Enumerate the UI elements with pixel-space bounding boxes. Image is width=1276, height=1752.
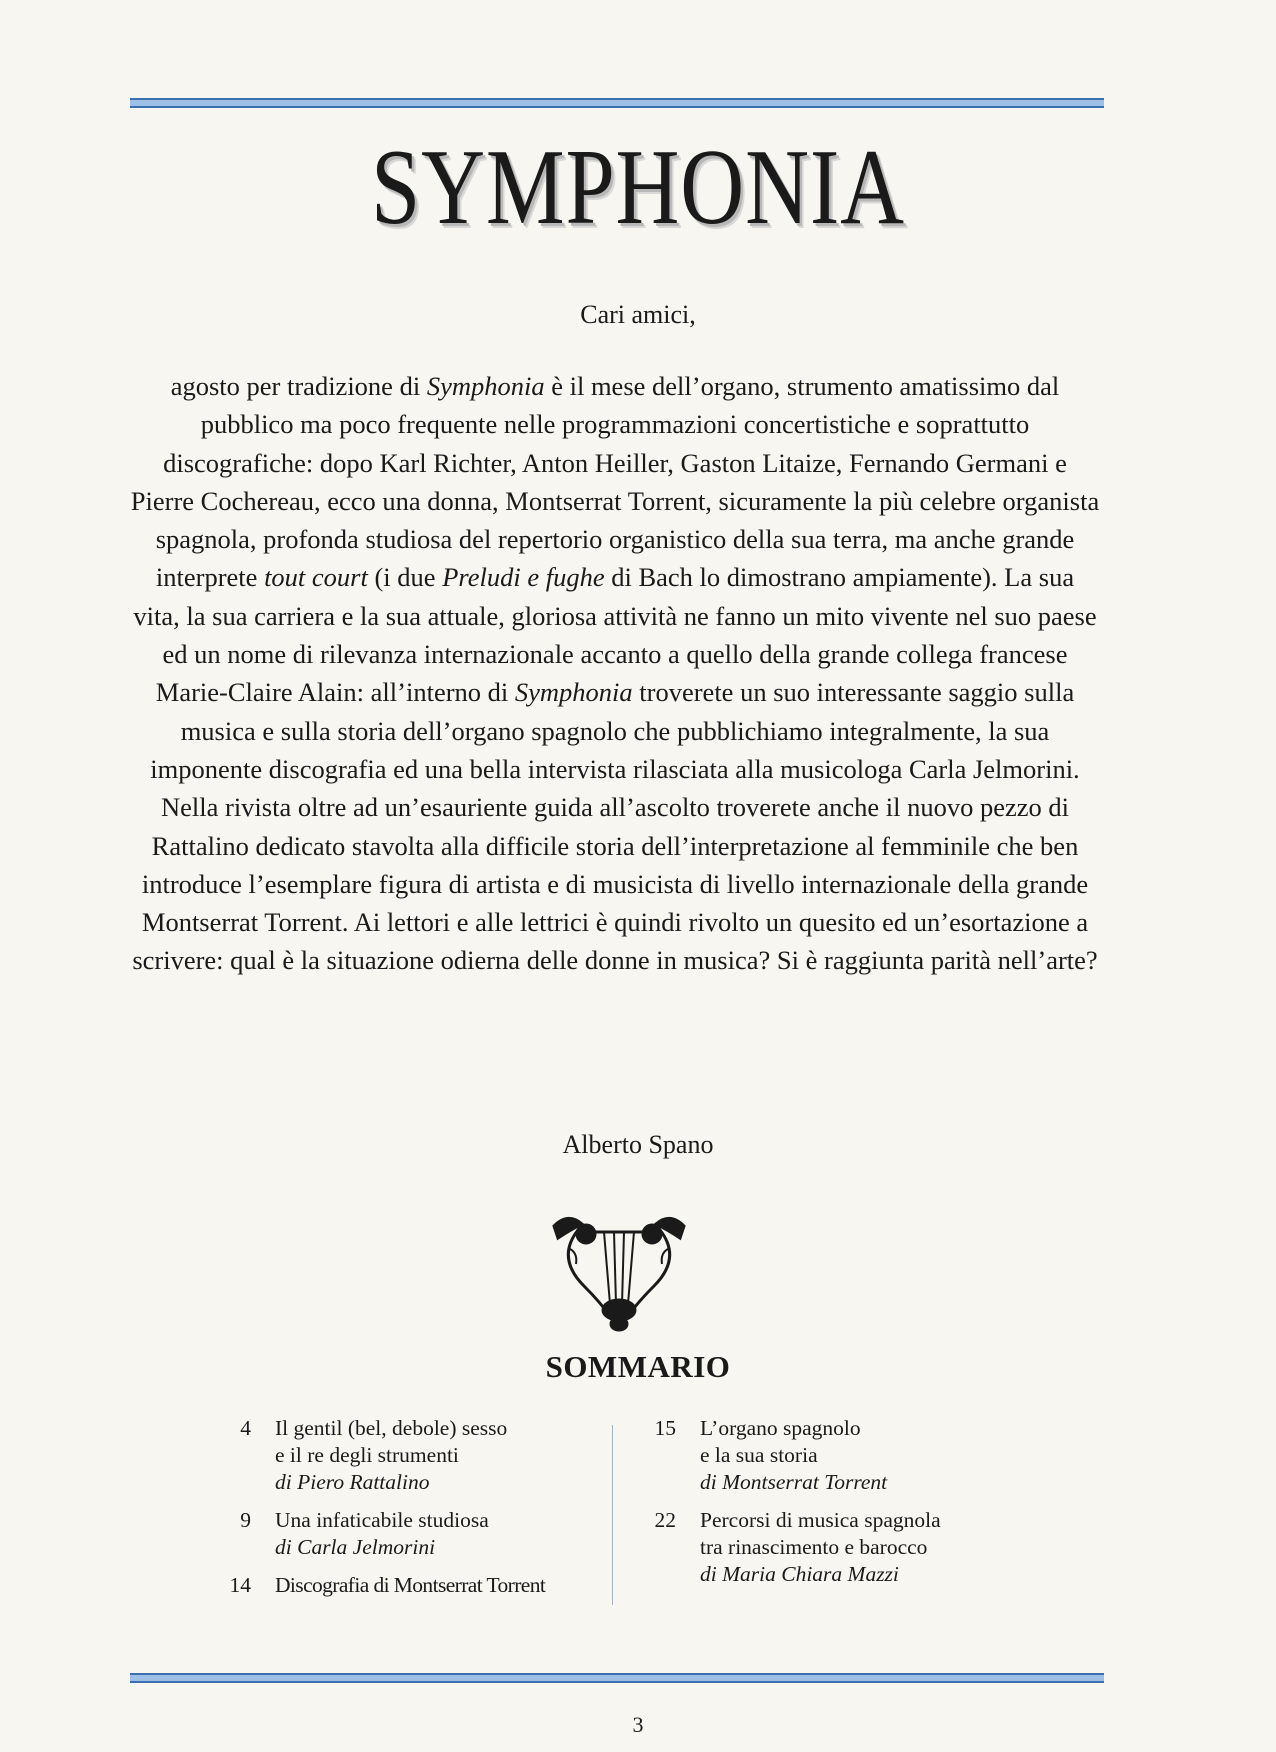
toc-page-number: 15	[654, 1416, 676, 1440]
toc-column-divider	[612, 1425, 613, 1605]
toc-entry	[640, 1507, 1040, 1588]
letter-italic-3: Preludi e fughe	[442, 562, 605, 593]
toc-title-line: L’organo spagnolo	[700, 1416, 861, 1440]
toc-title-line: Percorsi di musica spagnola	[700, 1508, 941, 1532]
letter-signature: Alberto Spano	[562, 1130, 714, 1159]
toc-right-column	[640, 1415, 1040, 1599]
toc-entry-body	[700, 1415, 1040, 1496]
letter-text-2: è il mese dell’organo, strumento amatissimo dal pubblico ma poco frequente nelle programmazioni concertistiche e soprattutto discografiche: dopo Karl Richter, Anton Heiller, Gaston Litaize, Fernando Germani e Pierre Cochereau, ecco una donna, Montserrat Torrent, sicuramente la più celebre organista spagnola, profonda studiosa del repertorio organistico della sua terra, ma anche grande interprete	[130, 371, 1100, 593]
toc-title-line: Discografia di Montserrat Torrent	[275, 1573, 546, 1597]
toc-title-line: e il re degli strumenti	[275, 1443, 459, 1467]
letter-italic-4: Symphonia	[514, 677, 633, 708]
toc-entry	[215, 1415, 595, 1496]
toc-author: di Montserrat Torrent	[700, 1470, 888, 1494]
toc-title-line: e la sua storia	[700, 1443, 818, 1467]
toc-page-number: 4	[240, 1416, 251, 1440]
toc-entry	[215, 1572, 595, 1599]
top-decorative-rule	[130, 98, 1104, 108]
toc-page-number: 14	[229, 1573, 251, 1597]
toc-page-number: 22	[654, 1508, 676, 1532]
letter-text-4: di Bach lo dimostrano ampiamente). La sua vita, la sua carriera e la sua attuale, gloriosa attività ne fanno un mito vivente nel suo paese ed un nome di rilevanza internazionale accanto a quello della grande collega francese Marie-Claire Alain: all’interno di	[133, 562, 1097, 708]
letter-italic-2: tout court	[264, 562, 368, 593]
toc-author: di Piero Rattalino	[275, 1470, 430, 1494]
toc-entry-body	[275, 1572, 595, 1599]
toc-left-column	[215, 1415, 595, 1610]
lyre-icon	[548, 1208, 690, 1332]
toc-author: di Carla Jelmorini	[275, 1535, 436, 1559]
toc-title-line: tra rinascimento e barocco	[700, 1535, 928, 1559]
editorial-letter-body	[130, 367, 1100, 980]
toc-title-line: Il gentil (bel, debole) sesso	[275, 1416, 508, 1440]
letter-text-3: (i due	[367, 562, 443, 593]
bottom-decorative-rule	[130, 1673, 1104, 1683]
letter-text-1: agosto per tradizione di	[170, 371, 427, 401]
magazine-masthead: SYMPHONIA	[371, 128, 905, 247]
table-of-contents-title: SOMMARIO	[545, 1349, 731, 1384]
toc-page-number: 9	[240, 1508, 251, 1532]
page-number: 3	[632, 1712, 644, 1737]
toc-title-line: Una infaticabile studiosa	[275, 1508, 489, 1532]
toc-entry	[215, 1507, 595, 1561]
letter-italic-1: Symphonia	[426, 371, 545, 401]
toc-entry	[640, 1415, 1040, 1496]
letter-text-5: troverete un suo interessante saggio sulla musica e sulla storia dell’organo spagnolo che pubblichiamo integralmente, la sua imponente discografia ed una bella intervista rilasciata alla musicologa Carla Jelmorini. Nella rivista oltre ad un’esauriente guida all’ascolto troverete anche il nuovo pezzo di Rattalino dedicato stavolta alla difficile storia dell’interpretazione al femminile che ben introduce l’esemplare figura di artista e di musicista di livello internazionale della grande Montserrat Torrent. Ai lettori e alle lettrici è quindi rivolto un quesito ed un’esortazione a scrivere: qual è la situazione odierna delle donne in musica? Si è raggiunta parità nell’arte?	[132, 677, 1098, 976]
toc-entry-body	[275, 1507, 595, 1561]
toc-entry-body	[700, 1507, 1040, 1588]
letter-greeting: Cari amici,	[580, 300, 696, 329]
toc-entry-body	[275, 1415, 595, 1496]
toc-author: di Maria Chiara Mazzi	[700, 1562, 899, 1586]
